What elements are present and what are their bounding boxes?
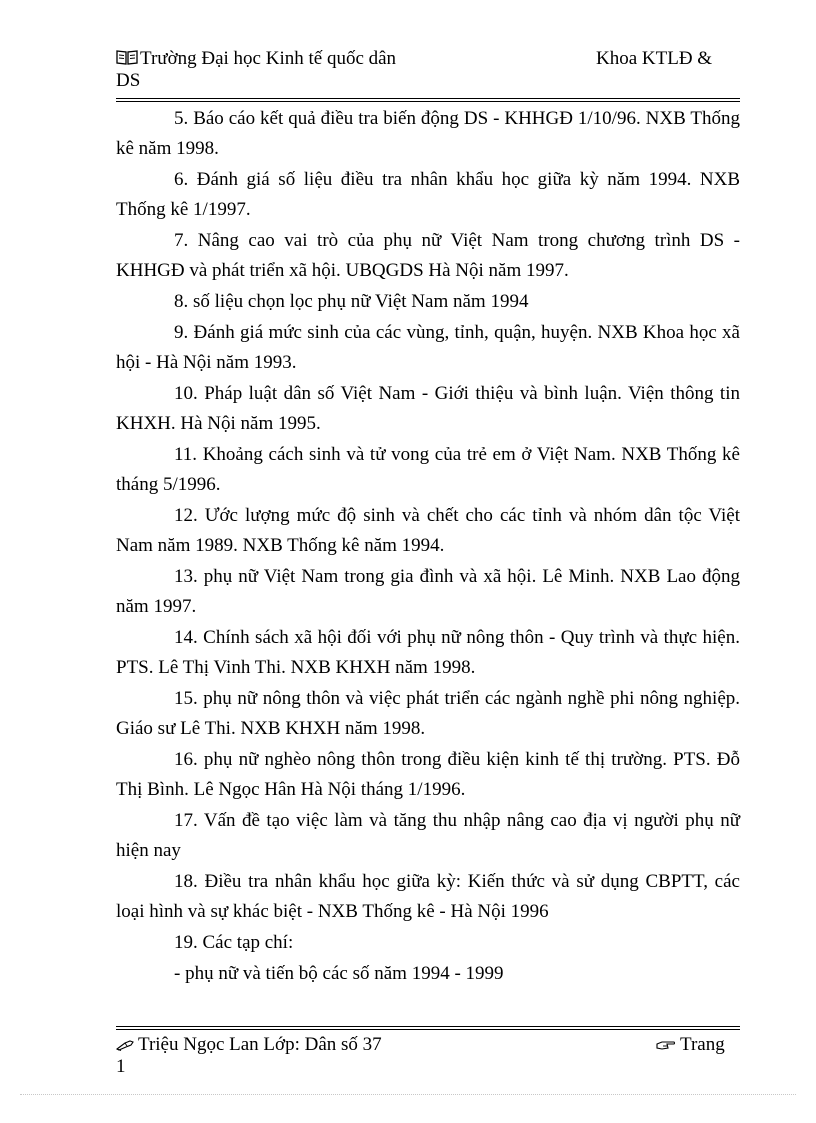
reference-item: 18. Điều tra nhân khẩu học giữa kỳ: Kiến thức và sử dụng CBPTT, các loại hình và sự khác biệt - NXB Thống kê - Hà Nội 1996 [116, 871, 740, 922]
reference-item: 15. phụ nữ nông thôn và việc phát triển các ngành nghề phi nông nghiệp. Giáo sư Lê Thi. NXB KHXH năm 1998. [116, 688, 740, 739]
reference-item: 8. số liệu chọn lọc phụ nữ Việt Nam năm 1994 [174, 291, 529, 312]
reference-item: 16. phụ nữ nghèo nông thôn trong điều kiện kinh tế thị trường. PTS. Đỗ Thị Bình. Lê Ngọc Hân Hà Nội tháng 1/1996. [116, 749, 740, 800]
reference-item: 7. Nâng cao vai trò của phụ nữ Việt Nam trong chương trình DS - KHHGĐ và phát triển xã hội. UBQGDS Hà Nội năm 1997. [116, 230, 740, 281]
header-university [116, 48, 396, 70]
header-faculty: Khoa KTLĐ & [596, 48, 713, 69]
footer-divider [116, 1026, 740, 1030]
page-header [116, 48, 746, 91]
reference-item: 14. Chính sách xã hội đối với phụ nữ nông thôn - Quy trình và thực hiện. PTS. Lê Thị Vinh Thi. NXB KHXH năm 1998. [116, 627, 740, 678]
writing-hand-icon [116, 1039, 134, 1051]
open-book-icon [116, 49, 138, 65]
header-faculty-wrap: DS [116, 70, 141, 91]
footer-left-text: Triệu Ngọc Lan Lớp: Dân số 37 [138, 1034, 382, 1055]
reference-item: - phụ nữ và tiến bộ các số năm 1994 - 1999 [174, 963, 504, 984]
footer-page-label [656, 1034, 725, 1056]
footer-author [116, 1034, 382, 1056]
pointing-hand-icon [656, 1039, 676, 1051]
reference-item: 10. Pháp luật dân số Việt Nam - Giới thiệu và bình luận. Viện thông tin KHXH. Hà Nội năm 1995. [116, 383, 740, 434]
page-footer [116, 1034, 740, 1077]
reference-item: 17. Vấn đề tạo việc làm và tăng thu nhập nâng cao địa vị người phụ nữ hiện nay [116, 810, 740, 861]
reference-item: 5. Báo cáo kết quả điều tra biến động DS - KHHGĐ 1/10/96. NXB Thống kê năm 1998. [116, 108, 740, 159]
page-number: 1 [116, 1056, 126, 1077]
reference-item: 6. Đánh giá số liệu điều tra nhân khẩu học giữa kỳ năm 1994. NXB Thống kê 1/1997. [116, 169, 740, 220]
reference-item: 11. Khoảng cách sinh và tử vong của trẻ em ở Việt Nam. NXB Thống kê tháng 5/1996. [116, 444, 740, 495]
reference-item: 19. Các tạp chí: [174, 932, 294, 953]
header-left-text: Trường Đại học Kinh tế quốc dân [140, 48, 397, 69]
reference-list [116, 104, 740, 990]
reference-item: 13. phụ nữ Việt Nam trong gia đình và xã hội. Lê Minh. NXB Lao động năm 1997. [116, 566, 740, 617]
page-bottom-edge [20, 1094, 796, 1095]
footer-right-text: Trang [680, 1034, 725, 1055]
header-divider [116, 98, 740, 102]
reference-item: 12. Ước lượng mức độ sinh và chết cho các tỉnh và nhóm dân tộc Việt Nam năm 1989. NXB Thống kê năm 1994. [116, 505, 740, 556]
reference-item: 9. Đánh giá mức sinh của các vùng, tỉnh, quận, huyện. NXB Khoa học xã hội - Hà Nội năm 1993. [116, 322, 740, 373]
